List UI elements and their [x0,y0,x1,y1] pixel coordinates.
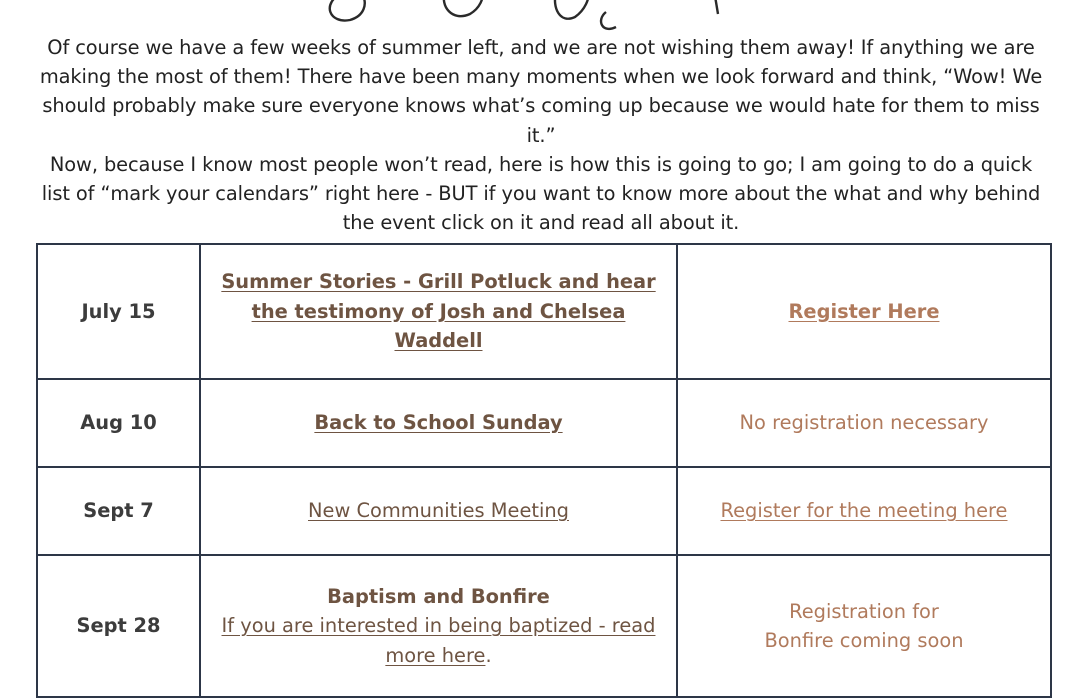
event-cell [200,555,677,697]
event-date: Aug 10 [37,379,200,467]
register-link[interactable]: Register Here [788,299,940,323]
registration-note-line1: Registration for [789,599,939,623]
intro-paragraph-1: Of course we have a few weeks of summer left, and we are not wishing them away! If anything we are making the most of them! There have been many moments when we look forward and think, “Wow! We should probably make sure everyone knows what’s coming up because we would hate for them to miss it.” [39,36,1043,147]
intro-paragraph-2: Now, because I know most people won’t read, here is how this is going to go; I am going to do a quick list of “mark your calendars” right here - BUT if you want to know more about the what and why behind the event click on it and read all about it. [41,152,1041,235]
registration-cell [677,555,1051,697]
link-suffix: . [485,643,492,667]
events-table [36,243,1052,698]
event-title: Baptism and Bonfire [327,584,550,608]
event-cell [200,244,677,379]
intro-text [36,33,1046,237]
registration-cell [677,467,1051,555]
event-cell [200,467,677,555]
table-row [37,467,1051,555]
baptism-read-more-link[interactable]: If you are interested in being baptized - read more here [221,614,656,667]
register-link[interactable]: Register for the meeting here [720,499,1008,523]
table-row [37,244,1051,379]
registration-note-line2: Bonfire coming soon [764,629,964,652]
event-link[interactable]: Back to School Sunday [314,411,563,435]
event-link[interactable]: Summer Stories - Grill Potluck and hear the testimony of Josh and Chelsea Waddell [221,270,656,353]
script-heading-decoration [0,0,1080,34]
event-date: July 15 [37,244,200,379]
event-link[interactable]: New Communities Meeting [308,499,569,523]
event-date: Sept 7 [37,467,200,555]
table-row [37,555,1051,697]
table-row [37,379,1051,467]
registration-note: No registration necessary [739,411,989,435]
event-cell [200,379,677,467]
registration-cell [677,379,1051,467]
event-date: Sept 28 [37,555,200,697]
registration-cell [677,244,1051,379]
